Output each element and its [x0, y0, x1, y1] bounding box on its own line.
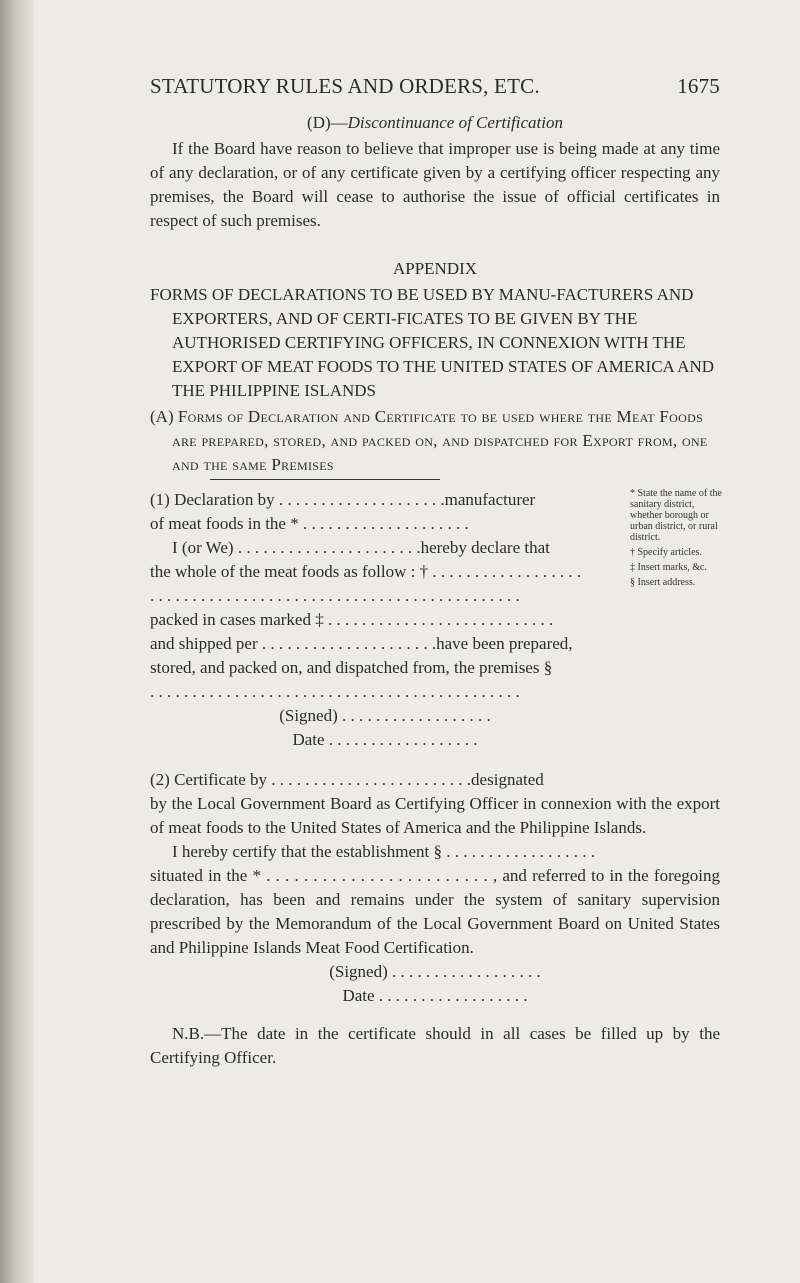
declaration-line-2: of meat foods in the * . . . . . . . . . . . . . . . . . . . .	[150, 514, 469, 533]
declaration-line-3: I (or We) . . . . . . . . . . . . . . . . . . . . . .hereby declare that	[172, 538, 550, 557]
running-header	[150, 74, 720, 99]
margin-note-1: * State the name of the sanitary district, whether borough or urban district, or rural district.	[630, 488, 722, 543]
declaration-line-5: . . . . . . . . . . . . . . . . . . . . . . . . . . . . . . . . . . . . . . . . . . . .	[150, 586, 520, 605]
certificate-establishment-line: I hereby certify that the establishment § . . . . . . . . . . . . . . . . . .	[172, 842, 596, 861]
certificate-body-2: situated in the * . . . . . . . . . . . . . . . . . . . . . . . . , and referred to in the foregoing declaration, has been and remains under the system of sanitary supervision prescribed by the Memorandum of the Local Government Board on United States and Philippine Islands Meat Food Certification.	[150, 866, 720, 957]
declaration-signed: (Signed) . . . . . . . . . . . . . . . . . .	[279, 706, 491, 725]
certificate-line-1: (2) Certificate by . . . . . . . . . . . . . . . . . . . . . . . .designated	[150, 770, 544, 789]
certificate-form	[150, 768, 720, 1008]
section-a-text: Forms of Declaration and Certificate to be used where the Meat Foods are prepared, stored, and packed on, and dispatched for Export from, one and the same Premises	[172, 407, 708, 474]
paragraph-discontinuance: If the Board have reason to believe that improper use is being made at any time of any declaration, or of any certificate given by a certifying officer respecting any premises, the Board will cease to authorise the issue of official certificates in respect of such premises.	[150, 139, 720, 230]
declaration-line-7: and shipped per . . . . . . . . . . . . . . . . . . . . .have been prepared,	[150, 634, 573, 653]
appendix-heading: APPENDIX	[392, 259, 478, 278]
certificate-date: Date . . . . . . . . . . . . . . . . . .	[342, 986, 528, 1005]
forms-title: FORMS OF DECLARATIONS TO BE USED BY MANU-FACTURERS AND EXPORTERS, AND OF CERTI-FICATES TO BE GIVEN BY THE AUTHORISED CERTIFYING OFFICERS, IN CONNEXION WITH THE EXPORT OF MEAT FOODS TO THE UNITED STATES OF AMERICA AND THE PHILIPPINE ISLANDS	[150, 285, 715, 400]
page-number: 1675	[677, 74, 720, 98]
section-heading-title: Discontinuance of Certification	[347, 113, 563, 132]
declaration-date: Date . . . . . . . . . . . . . . . . . .	[292, 730, 478, 749]
declaration-line-6: packed in cases marked ‡ . . . . . . . . . . . . . . . . . . . . . . . . . . .	[150, 610, 554, 629]
declaration-form	[150, 488, 720, 752]
declaration-line-1: (1) Declaration by . . . . . . . . . . . . . . . . . . . .manufacturer	[150, 490, 536, 509]
book-page	[150, 74, 720, 1070]
certificate-signed: (Signed) . . . . . . . . . . . . . . . . . .	[329, 962, 541, 981]
margin-note-2: † Specify articles.	[630, 547, 702, 558]
section-a-label: (A)	[150, 407, 174, 426]
running-title: STATUTORY RULES AND ORDERS, ETC.	[150, 74, 540, 98]
divider-rule	[210, 479, 440, 480]
declaration-line-9: . . . . . . . . . . . . . . . . . . . . . . . . . . . . . . . . . . . . . . . . . . . .	[150, 682, 520, 701]
margin-note-4: § Insert address.	[630, 577, 696, 588]
certificate-body: by the Local Government Board as Certifying Officer in connexion with the export of meat foods to the United States of America and the Philippine Islands.	[150, 794, 720, 837]
nota-bene: N.B.—The date in the certificate should in all cases be filled up by the Certifying Officer.	[150, 1024, 720, 1067]
margin-notes	[630, 488, 725, 592]
declaration-line-4: the whole of the meat foods as follow : † . . . . . . . . . . . . . . . . . .	[150, 562, 582, 581]
margin-note-3: ‡ Insert marks, &c.	[630, 562, 707, 573]
section-a-heading	[150, 405, 720, 477]
book-spine-shadow	[0, 0, 34, 1283]
section-heading-prefix: (D)—	[307, 113, 348, 132]
declaration-line-8: stored, and packed on, and dispatched from, the premises §	[150, 658, 553, 677]
section-heading-d	[150, 113, 720, 133]
